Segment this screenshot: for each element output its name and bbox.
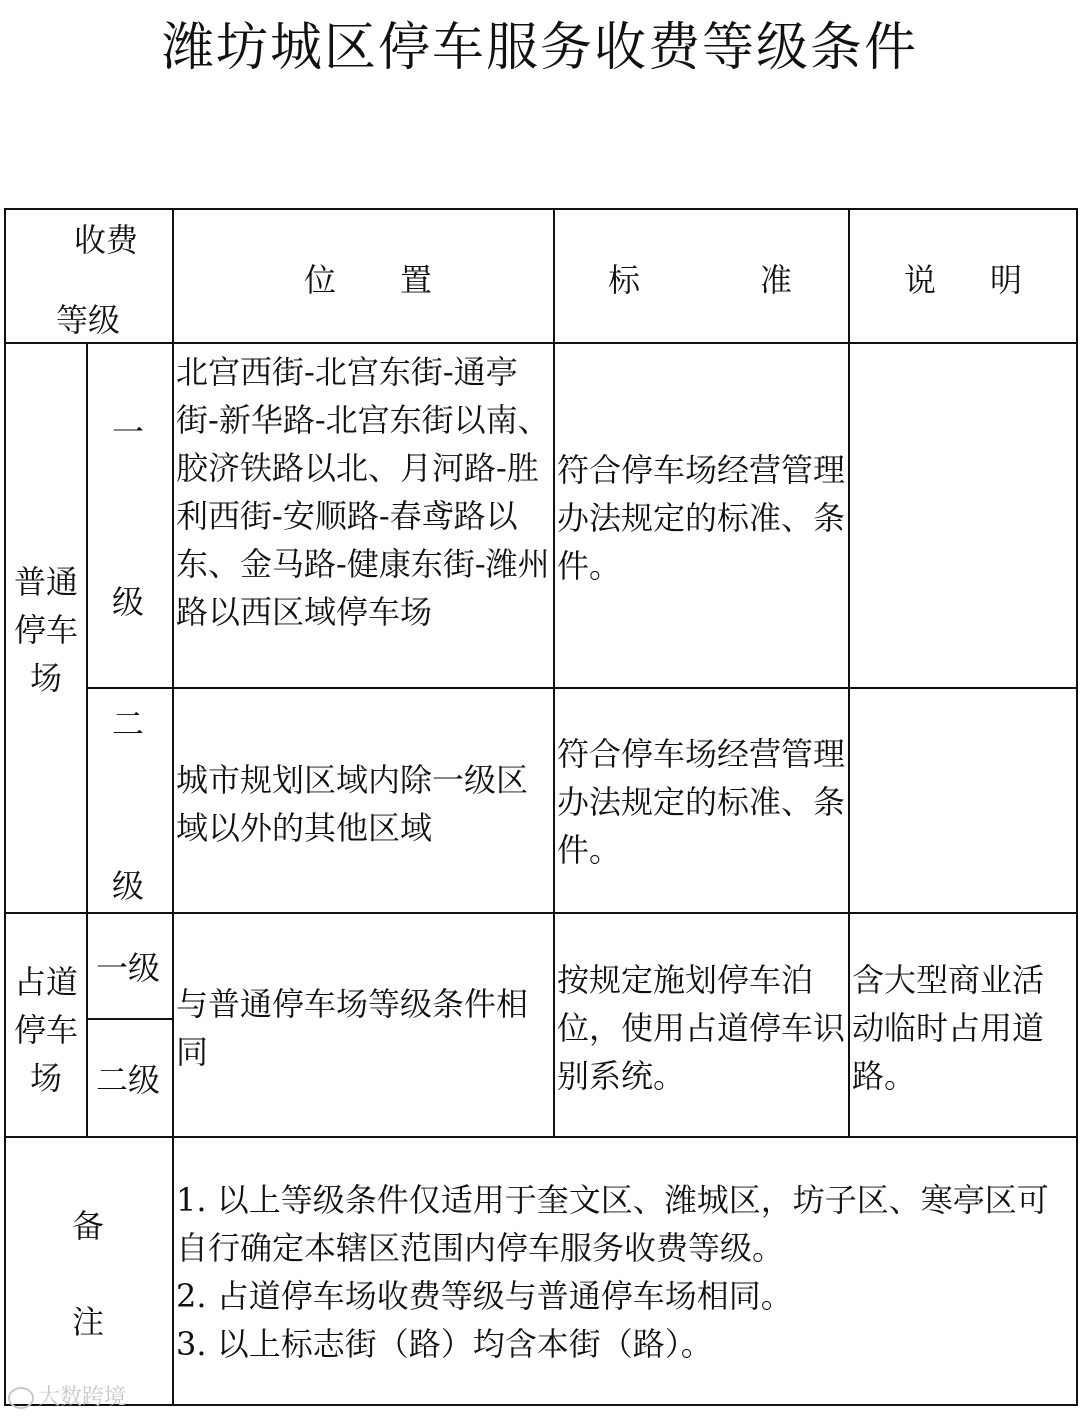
row-divider-remarks [4,1136,1078,1138]
header-grade-line1: 收费 [74,221,139,259]
watermark-logo-icon [8,1387,34,1409]
ordinary-level2-location: 城市规划区域内除一级区域以外的其他区域 [176,761,529,847]
category-grade-divider [86,342,88,1138]
header-grade-line2: 等级 [56,301,121,339]
table-border-top [4,208,1078,210]
header-note-right: 明 [990,261,1023,299]
watermark [8,1380,126,1411]
roadside-location: 与普通停车场等级条件相同 [176,985,529,1071]
watermark-text: 大数跨境 [38,1385,127,1410]
remarks-item-2: 2. 占道停车场收费等级与普通停车场相同。 [176,1277,793,1315]
category-roadside-parking: 占道 停车 场 [13,963,78,1097]
header-standard-left: 标 [608,261,641,299]
roadside-standard: 按规定施划停车泊位，使用占道停车识别系统。 [557,961,846,1095]
ordinary-level1-location: 北宫西街-北宫东街-通亭街-新华路-北宫东街以南、胶济铁路以北、月河路-胜利西街-安顺路-春鸢路以东、金马路-健康东街-潍州路以西区域停车场 [176,353,550,631]
ordinary-level2-standard: 符合停车场经营管理办法规定的标准、条件。 [557,735,846,869]
roadside-note: 含大型商业活动临时占用道路。 [852,961,1045,1095]
table-border-bottom [4,1404,1078,1406]
row-divider-roadside-grades [86,1018,173,1020]
remarks-item-3: 3. 以上标志街（路）均含本街（路）。 [176,1325,713,1363]
header-note-left: 说 [904,261,937,299]
ordinary-level2-grade-top: 二 [112,705,145,743]
remarks-label-bottom: 注 [72,1303,105,1341]
table-border-right [1076,208,1078,1406]
roadside-grade1: 一级 [96,949,161,987]
ordinary-level1-standard: 符合停车场经营管理办法规定的标准、条件。 [557,451,846,585]
remarks-list [176,1176,1072,1368]
header-location: 位 置 [304,261,433,299]
page-title: 潍坊城区停车服务收费等级条件 [161,18,918,78]
category-ordinary-parking: 普通 停车 场 [13,563,78,697]
roadside-grade2: 二级 [96,1061,161,1099]
location-standard-divider [553,208,555,1138]
remarks-item-1: 1. 以上等级条件仅适用于奎文区、潍城区，坊子区、寒亭区可自行确定本辖区范围内停车服务收费等级。 [176,1181,1049,1267]
table-border-left [4,208,6,1406]
ordinary-level1-grade-top: 一 [112,413,145,451]
grade-location-divider [172,208,174,1406]
ordinary-level1-grade-bottom: 级 [112,583,145,621]
header-divider [4,342,1078,344]
row-divider-ordinary-levels [86,687,1078,689]
row-divider-roadside [4,912,1078,914]
header-standard-right: 准 [760,261,793,299]
ordinary-level2-grade-bottom: 级 [112,867,145,905]
standard-note-divider [848,208,850,1138]
remarks-label-top: 备 [72,1207,105,1245]
